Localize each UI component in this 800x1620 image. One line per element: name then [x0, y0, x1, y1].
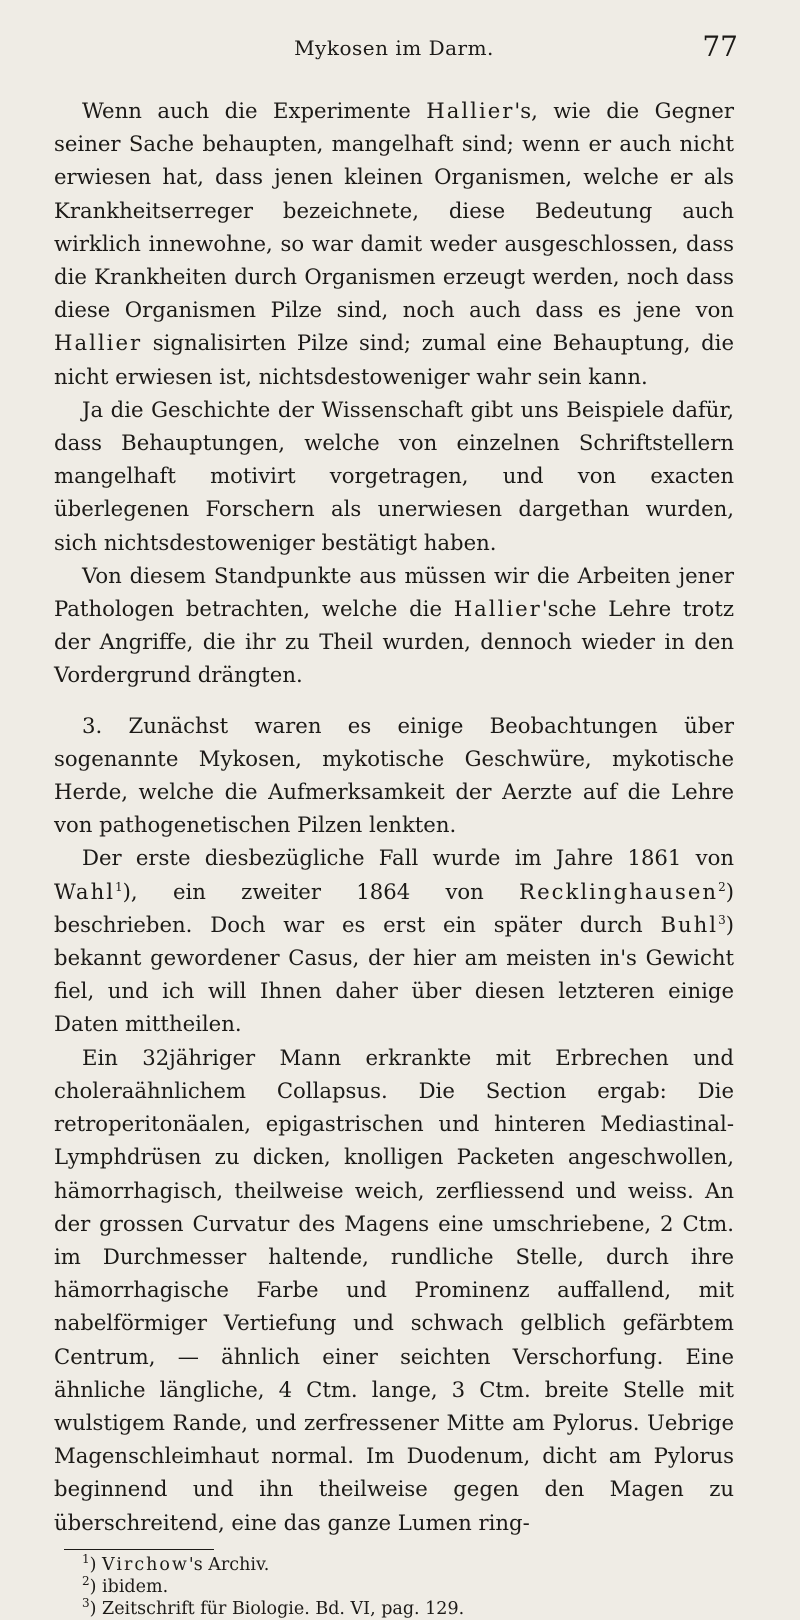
text-run: , ein zweiter 1864 von [130, 878, 520, 904]
text-run: Der erste diesbezügliche Fall wurde im Jahre 1861 von [82, 845, 734, 871]
author-name-buhl: Buhl [660, 911, 719, 937]
author-name-wahl: Wahl [54, 878, 115, 904]
paragraph-5: Der erste diesbezügliche Fall wurde im Jahre 1861 von Wahl$^1$), ein zweiter 1864 von Recklinghausen$^2$) beschrieben. Doch war es erst ein später durch Buhl$^3$) bekannt gewordener Casus, der hier am meisten in's Gewicht fiel, und ich will Ihnen daher über diesen letzteren einige Daten mittheilen. [54, 845, 734, 1037]
footnote-mark: 3 [82, 1595, 90, 1610]
paragraph-4: 3. Zunächst waren es einige Beobachtungen über sogenannte Mykosen, mykotische Geschwüre, mykotische Herde, welche die Aufmerksamkeit der Aerzte auf die Lehre von pathogenetischen Pilzen lenkten. [54, 712, 734, 838]
footnote-text: ibidem. [102, 1576, 169, 1597]
text-run: Von diesem Standpunkte aus müssen wir die Arbeiten jener Pathologen betrachten, welche die [54, 562, 734, 622]
author-name-recklinghausen: Recklinghausen [519, 878, 719, 904]
footnote-ref-3: 3 [718, 912, 726, 927]
footnote-text: Zeitschrift für Biologie. Bd. VI, pag. 129. [102, 1598, 465, 1619]
footnote-2: $^2$) ibidem. [82, 1573, 169, 1597]
footnote-text: 's Archiv. [188, 1554, 270, 1575]
footnote-ref-1: 1 [115, 879, 123, 894]
paragraph-1 [54, 94, 734, 393]
footnote-ref-2: 2 [718, 879, 726, 894]
footnote-1: $^1$) Virchow's Archiv. [82, 1551, 270, 1575]
text-run: beschrieben. Doch war es erst ein später durch [54, 911, 661, 937]
page-header [54, 30, 738, 70]
running-head: Mykosen im Darm. [294, 36, 494, 60]
text-run: Wenn auch die Experimente [82, 98, 427, 123]
text-run: signalisirten Pilze sind; zumal eine Behauptung, die nicht erwiesen ist, nichtsdestoweniger wahr sein kann. [54, 330, 734, 389]
author-name-hallier: Hallier [426, 98, 515, 123]
text-run: 's, wie die Gegner seiner Sache behaupten, mangelhaft sind; wenn er auch nicht erwiesen hat, dass jenen kleinen Organismen, welche er als Krankheitserreger bezeichnete, diese Bedeutung auch wirklich innewohne, so war damit weder ausgeschlossen, dass die Krankheiten durch Organismen erzeugt werden, noch dass diese Organismen Pilze sind, noch auch dass es jene von [54, 98, 734, 323]
text-run: 'sche Lehre trotz der Angriffe, die ihr zu Theil wurden, dennoch wieder in den Vordergrund drängten. [54, 596, 734, 688]
footnote-mark: 2 [82, 1573, 90, 1588]
author-name-hallier: Hallier [453, 596, 542, 622]
footnote-divider [64, 1549, 214, 1550]
paragraph-2: Ja die Geschichte der Wissenschaft gibt uns Beispiele dafür, dass Behauptungen, welche von einzelnen Schriftstellern mangelhaft motivirt vorgetragen, und von exacten überlegenen Forschern als unerwiesen dargethan wurden, sich nichtsdestoweniger bestätigt haben. [54, 396, 734, 555]
footnote-mark: 1 [82, 1551, 90, 1566]
footnote-3: $^3$) Zeitschrift für Biologie. Bd. VI, pag. 129. [82, 1595, 465, 1619]
author-name-hallier: Hallier [54, 330, 143, 356]
footnotes [54, 1551, 734, 1620]
paragraph-6: Ein 32jähriger Mann erkrankte mit Erbrechen und choleraähnlichem Collapsus. Die Section ergab: Die retroperitonäalen, epigastrischen und hinteren Mediastinal-Lymphdrüsen zu dicken, knolligen Packeten angeschwollen, hämorrhagisch, theilweise weich, zerfliessend und weiss. An der grossen Curvatur des Magens eine umschriebene, 2 Ctm. im Durchmesser haltende, rundliche Stelle, durch ihre hämorrhagische Farbe und Prominenz auffallend, mit nabelförmiger Vertiefung und schwach gelblich gefärbtem Centrum, — ähnlich einer seichten Verschorfung. Eine ähnliche längliche, 4 Ctm. lange, 3 Ctm. breite Stelle mit wulstigem Rande, und zerfressener Mitte am Pylorus. Uebrige Magenschleimhaut normal. Im Duodenum, dicht am Pylorus beginnend und ihn theilweise gegen den Magen zu überschreitend, eine das ganze Lumen ring- [54, 1044, 734, 1535]
paragraph-3 [54, 559, 734, 692]
page-number: 77 [702, 30, 738, 63]
text-run: bekannt gewordener Casus, der hier am meisten in's Gewicht fiel, und ich will Ihnen daher über diesen letzteren einige Daten mittheilen. [54, 945, 734, 1037]
author-name-virchow: Virchow [102, 1554, 189, 1575]
body-text [54, 94, 734, 1539]
